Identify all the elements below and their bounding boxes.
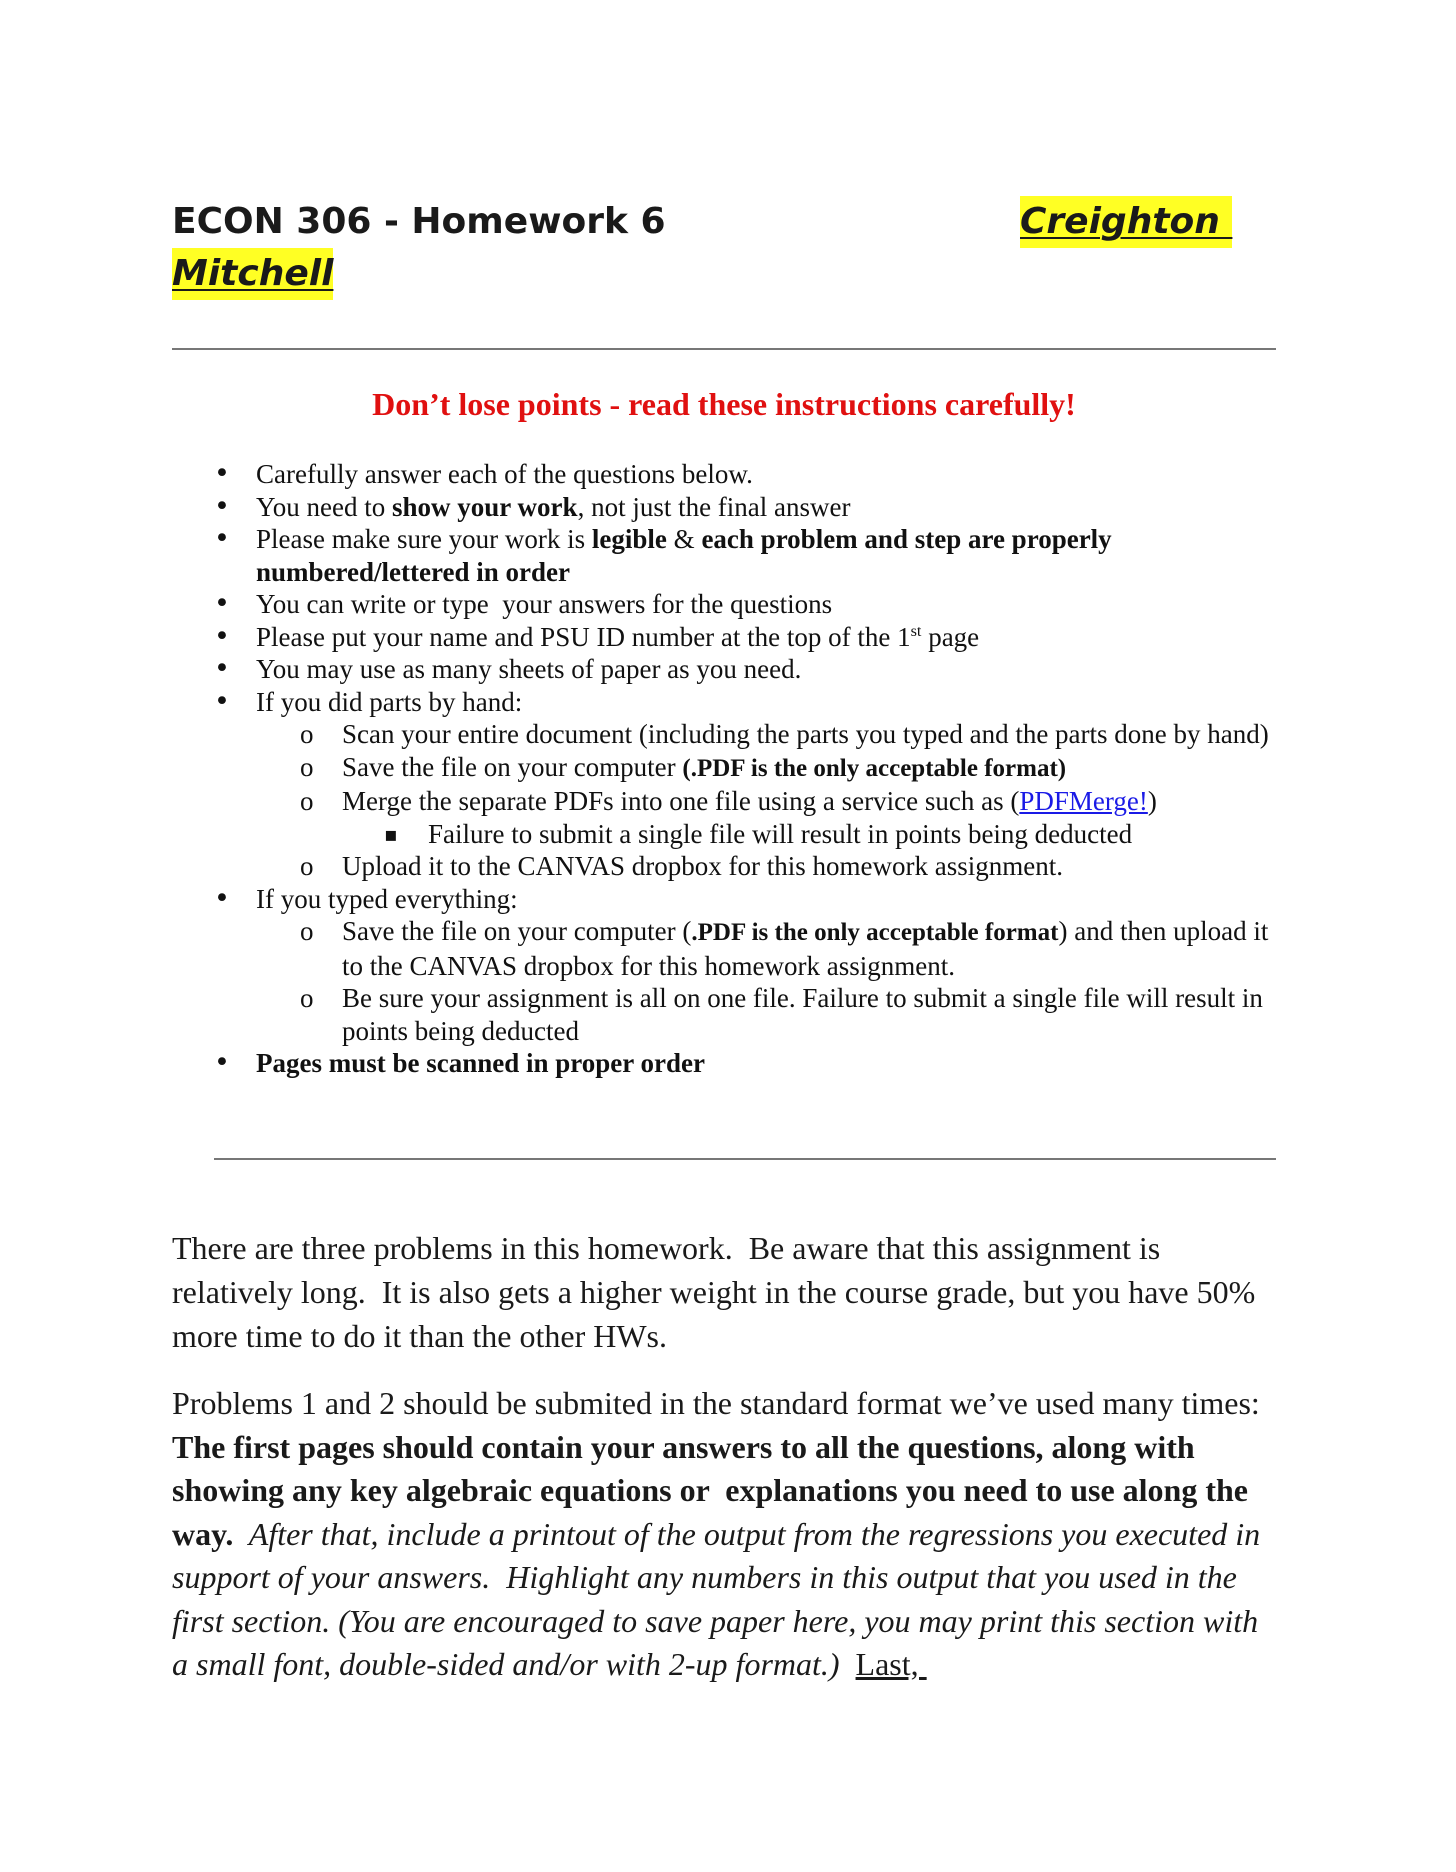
instruction-text: Be sure your assignment is all on one file. Failure to submit a single file will result in points being deducted (342, 983, 1263, 1046)
sub-list (256, 915, 1276, 1047)
sub-list-item (256, 718, 1276, 751)
list-item (214, 523, 1276, 588)
sub-list-item (256, 751, 1276, 786)
body-text (172, 1226, 1276, 1711)
bottom-divider (214, 1158, 1276, 1160)
list-item (214, 686, 1276, 883)
instruction-text: If you typed everything: (256, 883, 518, 914)
instruction-emphasis: (.PDF is the only acceptable format) (682, 754, 1067, 782)
instruction-text: ) (1147, 786, 1157, 816)
paragraph-emphasis: The first pages should contain your answers to all the questions, along with showing any key algebraic equations or explanations you need to use along the way. (172, 1428, 1256, 1552)
pdfmerge-link[interactable]: PDFMerge! (1019, 786, 1148, 816)
sub-list-item (256, 915, 1276, 982)
instruction-text: , not just the final answer (577, 491, 851, 522)
instruction-text: If you did parts by hand: (256, 686, 523, 717)
list-item (214, 491, 1276, 524)
sub-list-item (256, 850, 1276, 883)
instructions-list (214, 458, 1276, 1080)
list-item (214, 621, 1276, 654)
instruction-text: Please put your name and PSU ID number at the top of the 1 (256, 621, 911, 652)
sub-list-item (256, 982, 1276, 1047)
paragraph-format (172, 1382, 1276, 1687)
instruction-text: & (666, 524, 702, 554)
instruction-text: Scan your entire document (including the parts you typed and the parts done by hand) (342, 719, 1269, 749)
sub-sub-list (342, 818, 1276, 851)
instruction-text: Save the file on your computer ( (342, 916, 692, 946)
paragraph-intro: There are three problems in this homework. Be aware that this assignment is relatively long. It is also gets a higher weight in the course grade, but you have 50% more time to do it than the other HWs. (172, 1230, 1272, 1354)
author-last-name: Mitchell (172, 248, 333, 300)
paragraph-italic: After that, include a printout of the output from the regressions you executed in support of your answers. Highlight any numbers in this output that you used in the first section. (You are encouraged to save paper here, you may print this section with a small font, double-sided and/or with 2-up format.) (172, 1515, 1269, 1682)
warning-heading: Don’t lose points - read these instructions carefully! (372, 386, 1076, 422)
instruction-emphasis: each problem and step are properly numbered/lettered in order (256, 524, 1112, 587)
instruction-text: Merge the separate PDFs into one file using a service such as ( (342, 786, 1020, 816)
instruction-text: You need to (256, 491, 393, 522)
paragraph-underlined: Last, (855, 1646, 927, 1682)
sub-sub-list-item (342, 818, 1276, 851)
instruction-text: You may use as many sheets of paper as you need. (256, 654, 802, 684)
top-divider (172, 348, 1276, 350)
document-title: ECON 306 - Homework 6 (172, 201, 666, 242)
sub-list-item (256, 785, 1276, 850)
instruction-emphasis: show your work (392, 491, 578, 522)
instruction-text: Failure to submit a single file will result in points being deducted (428, 818, 1133, 849)
instruction-text: ) and then upload it to the CANVAS dropbox for this homework assignment. (342, 916, 1269, 981)
instruction-text: Please make sure your work is (256, 524, 592, 554)
list-item (214, 653, 1276, 686)
instruction-emphasis: Pages must be scanned in proper order (256, 1048, 706, 1078)
paragraph-spacer (840, 1646, 856, 1682)
paragraph-text: Problems 1 and 2 should be submited in the standard format we’ve used many times: (172, 1385, 1268, 1421)
author-first-name: Creighton (1020, 196, 1232, 248)
list-item (214, 1047, 1276, 1080)
instruction-emphasis: legible (591, 524, 667, 554)
instruction-text: Carefully answer each of the questions below. (256, 459, 753, 489)
instruction-text: You can write or type your answers for the questions (256, 589, 833, 619)
instruction-text: Save the file on your computer (342, 751, 683, 782)
instruction-text: Upload it to the CANVAS dropbox for this homework assignment. (342, 851, 1063, 881)
sub-list (256, 718, 1276, 883)
list-item (214, 458, 1276, 491)
instruction-text: page (921, 621, 980, 652)
list-item (214, 588, 1276, 621)
list-item (214, 883, 1276, 1048)
superscript: st (910, 621, 922, 640)
instruction-emphasis: .PDF is the only acceptable format (691, 919, 1059, 946)
